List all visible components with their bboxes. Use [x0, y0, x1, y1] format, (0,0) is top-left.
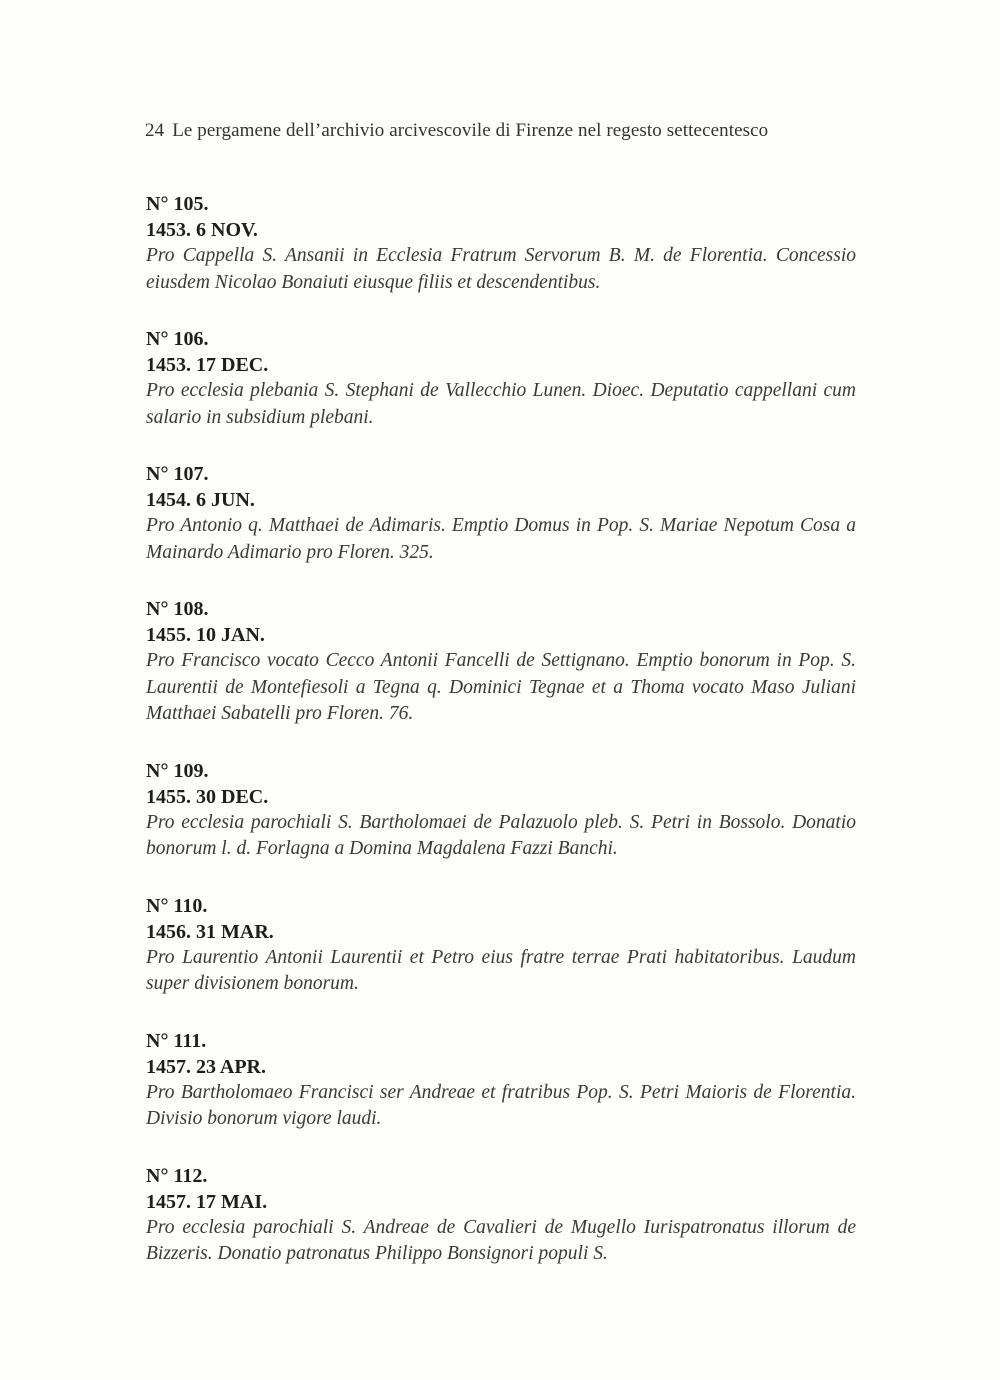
entry-summary: Pro ecclesia parochiali S. Andreae de Cavalieri de Mugello Iurispatronatus illorum de Bizzeris. Donatio patronatus Philippo Bonsignori populi S.	[146, 1216, 856, 1264]
running-title: Le pergamene dell’archivio arcivescovile di Firenze nel regesto settecentesco	[172, 120, 769, 141]
entry-number: N° 109.	[146, 759, 209, 782]
entry-summary: Pro Cappella S. Ansanii in Ecclesia Fratrum Servorum B. M. de Florentia. Concessio eiusdem Nicolao Bonaiuti eiusque filiis et descendentibus.	[146, 245, 856, 293]
page-number: 24	[145, 120, 165, 141]
entry-107	[146, 461, 856, 566]
entry-111	[146, 1028, 856, 1133]
entry-number: N° 105.	[146, 193, 209, 215]
entry-date: 1454. 6 JUN.	[146, 489, 255, 511]
running-header	[145, 120, 768, 142]
entry-number: N° 111.	[146, 1029, 207, 1052]
entry-106	[146, 326, 856, 431]
entry-summary: Pro Francisco vocato Cecco Antonii Fancelli de Settignano. Emptio bonorum in Pop. S. Laurentii de Montefiesoli a Tegna q. Dominici Tegnae et a Thoma vocato Maso Juliani Matthaei Sabatelli pro Floren. 76.	[146, 650, 856, 724]
entry-summary: Pro Antonio q. Matthaei de Adimaris. Emptio Domus in Pop. S. Mariae Nepotum Cosa a Mainardo Adimario pro Floren. 325.	[146, 515, 856, 563]
entry-date: 1453. 17 DEC.	[146, 354, 269, 376]
entry-date: 1455. 10 JAN.	[146, 624, 265, 646]
entry-list	[146, 191, 856, 1298]
entry-date: 1456. 31 MAR.	[146, 920, 274, 943]
entry-number: N° 107.	[146, 463, 209, 485]
entry-date: 1453. 6 NOV.	[146, 219, 258, 241]
entry-date: 1455. 30 DEC.	[146, 785, 269, 808]
entry-summary: Pro Laurentio Antonii Laurentii et Petro eius fratre terrae Prati habitatoribus. Laudum super divisionem bonorum.	[146, 946, 856, 994]
entry-105	[146, 191, 856, 296]
entry-number: N° 106.	[146, 328, 209, 350]
entry-108	[146, 596, 856, 728]
entry-number: N° 108.	[146, 598, 209, 620]
entry-summary: Pro Bartholomaeo Francisci ser Andreae et fratribus Pop. S. Petri Maioris de Florentia. Divisio bonorum vigore laudi.	[146, 1081, 856, 1129]
entry-112	[146, 1163, 856, 1268]
entry-number: N° 110.	[146, 894, 208, 917]
entry-date: 1457. 17 MAI.	[146, 1190, 268, 1213]
entry-number: N° 112.	[146, 1164, 208, 1187]
entry-summary: Pro ecclesia parochiali S. Bartholomaei de Palazuolo pleb. S. Petri in Bossolo. Donatio bonorum l. d. Forlagna a Domina Magdalena Fazzi Banchi.	[146, 811, 856, 859]
entry-109	[146, 758, 856, 863]
entry-summary: Pro ecclesia plebania S. Stephani de Vallecchio Lunen. Dioec. Deputatio cappellani cum salario in subsidium plebani.	[146, 380, 856, 428]
entry-110	[146, 893, 856, 998]
entry-date: 1457. 23 APR.	[146, 1055, 266, 1078]
